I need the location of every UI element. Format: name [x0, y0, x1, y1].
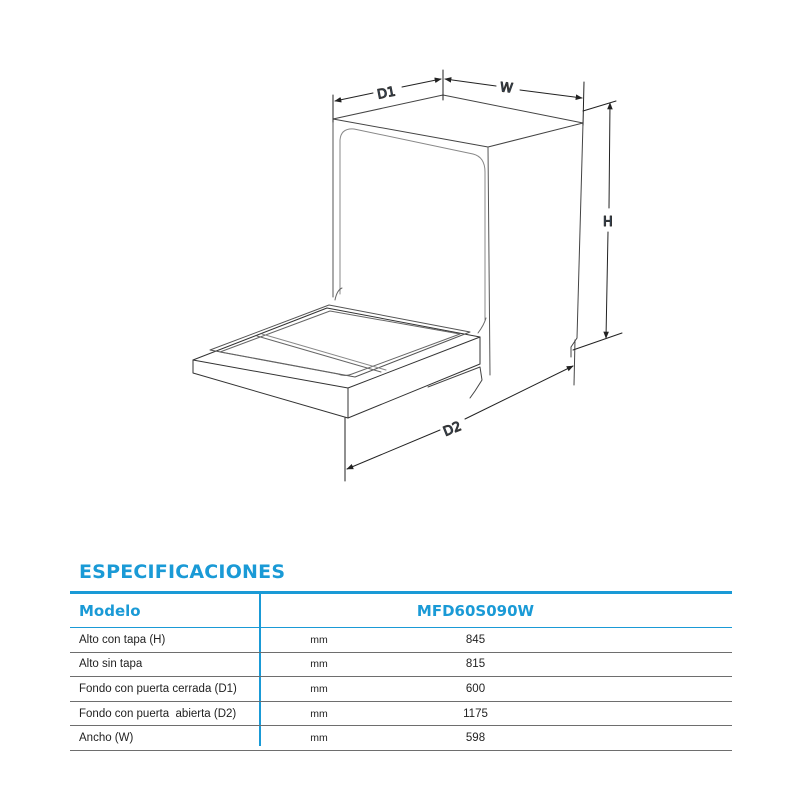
- table-row: [70, 702, 732, 727]
- row-label: Alto con tapa (H): [79, 633, 166, 646]
- row-label: Ancho (W): [79, 732, 134, 745]
- table-row: [70, 628, 732, 653]
- row-value: 815: [465, 658, 486, 671]
- row-unit: mm: [310, 633, 328, 646]
- specs-title: ESPECIFICACIONES: [79, 561, 286, 583]
- row-value: 598: [465, 732, 486, 745]
- row-label: Alto sin tapa: [79, 658, 143, 671]
- label-w: W: [499, 80, 514, 97]
- label-h: H: [603, 215, 613, 230]
- row-value: 845: [465, 633, 486, 646]
- table-header-row: [70, 594, 732, 628]
- label-d2: D2: [441, 419, 464, 440]
- row-value: 1175: [463, 707, 488, 720]
- label-d1: D1: [376, 84, 397, 103]
- row-unit: mm: [310, 707, 328, 720]
- row-value: 600: [465, 682, 486, 695]
- table-row: [70, 653, 732, 678]
- dimension-w: [445, 79, 584, 125]
- header-model-name: MFD60S090W: [416, 601, 535, 620]
- cabinet-side: [571, 123, 583, 385]
- header-model-label: Modelo: [79, 601, 141, 620]
- row-label: Fondo con puerta cerrada (D1): [79, 682, 237, 695]
- table-row: [70, 726, 732, 751]
- cabinet-front: [333, 119, 490, 375]
- open-door: [193, 305, 482, 455]
- row-unit: mm: [310, 658, 328, 671]
- spec-table: [70, 591, 732, 751]
- table-row: [70, 677, 732, 702]
- row-unit: mm: [310, 682, 328, 695]
- row-label: Fondo con puerta abierta (D2): [79, 707, 237, 720]
- cabinet-top: [333, 95, 583, 147]
- dimension-d1: [333, 70, 443, 122]
- row-unit: mm: [310, 732, 328, 745]
